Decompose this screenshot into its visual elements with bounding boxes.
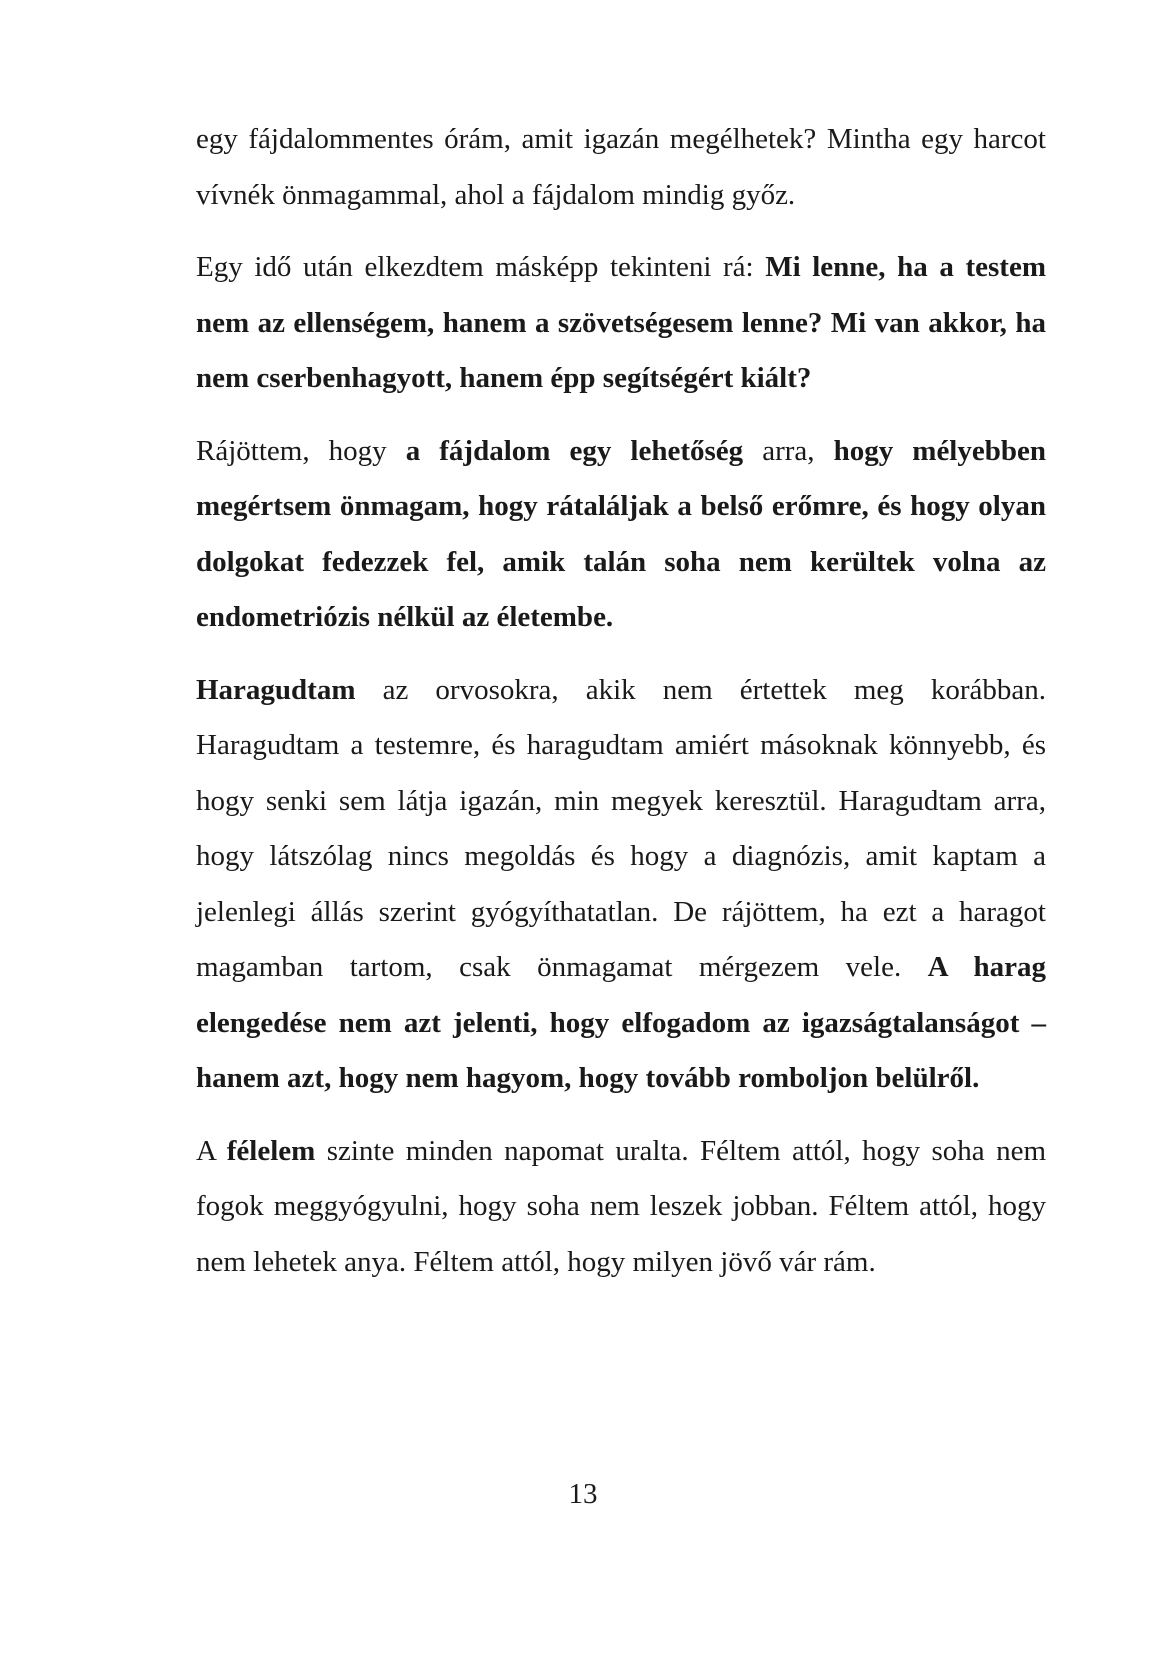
page-body	[196, 112, 1046, 1307]
paragraph-bold-text: Haragudtam	[196, 673, 356, 706]
paragraph-text: az orvosokra, akik nem értettek meg korábban. Haragudtam a testemre, és haragudtam amiért másoknak könnyebb, és hogy senki sem látja igazán, min megyek keresztül. Haragudtam arra, hogy látszólag nincs megoldás és hogy a diagnózis, amit kaptam a jelenlegi állás szerint gyógyíthatatlan. De rájöttem, ha ezt a haragot magamban tartom, csak önmagamat mérgezem vele.	[196, 673, 1046, 983]
paragraph-bold-text: A harag elengedése nem azt jelenti, hogy elfogadom az igazságtalanságot – hanem azt, hogy nem hagyom, hogy tovább romboljon belülről.	[196, 951, 1046, 1094]
paragraph-bold-text: a fájdalom egy lehetőség	[405, 434, 744, 467]
paragraph-text: Rájöttem, hogy	[196, 434, 406, 467]
page-number: 13	[568, 1478, 598, 1510]
paragraph-bold-text: félelem	[226, 1134, 316, 1167]
paragraph-3	[196, 424, 1046, 646]
paragraph-5	[196, 1124, 1046, 1291]
paragraph-bold-text: hogy mélyebben megértsem önmagam, hogy rátaláljak a belső erőmre, és hogy olyan dolgokat fedezzek fel, amik talán soha nem kerültek volna az endometriózis nélkül az életembe.	[196, 434, 1046, 633]
paragraph-text: Egy idő után elkezdtem másképp tekinteni rá:	[196, 251, 766, 283]
paragraph-bold-text: Mi lenne, ha a testem nem az ellenségem, hanem a szövetségesem lenne? Mi van akkor, ha nem cserbenhagyott, hanem épp segítségért kiált?	[196, 251, 1046, 394]
paragraph-text: egy fájdalommentes órám, amit igazán megélhetek? Mintha egy harcot vívnék önmagammal, ahol a fájdalom mindig győz.	[196, 123, 1046, 211]
paragraph-text: szinte minden napomat uralta. Féltem attól, hogy soha nem fogok meggyógyulni, hogy soha nem leszek jobban. Féltem attól, hogy nem lehetek anya. Féltem attól, hogy milyen jövő vár rám.	[196, 1134, 1046, 1278]
paragraph-text: A	[196, 1134, 227, 1167]
paragraph-2	[196, 240, 1046, 407]
paragraph-text: arra,	[743, 434, 834, 467]
paragraph-4	[196, 663, 1046, 1107]
paragraph-1	[196, 112, 1046, 223]
